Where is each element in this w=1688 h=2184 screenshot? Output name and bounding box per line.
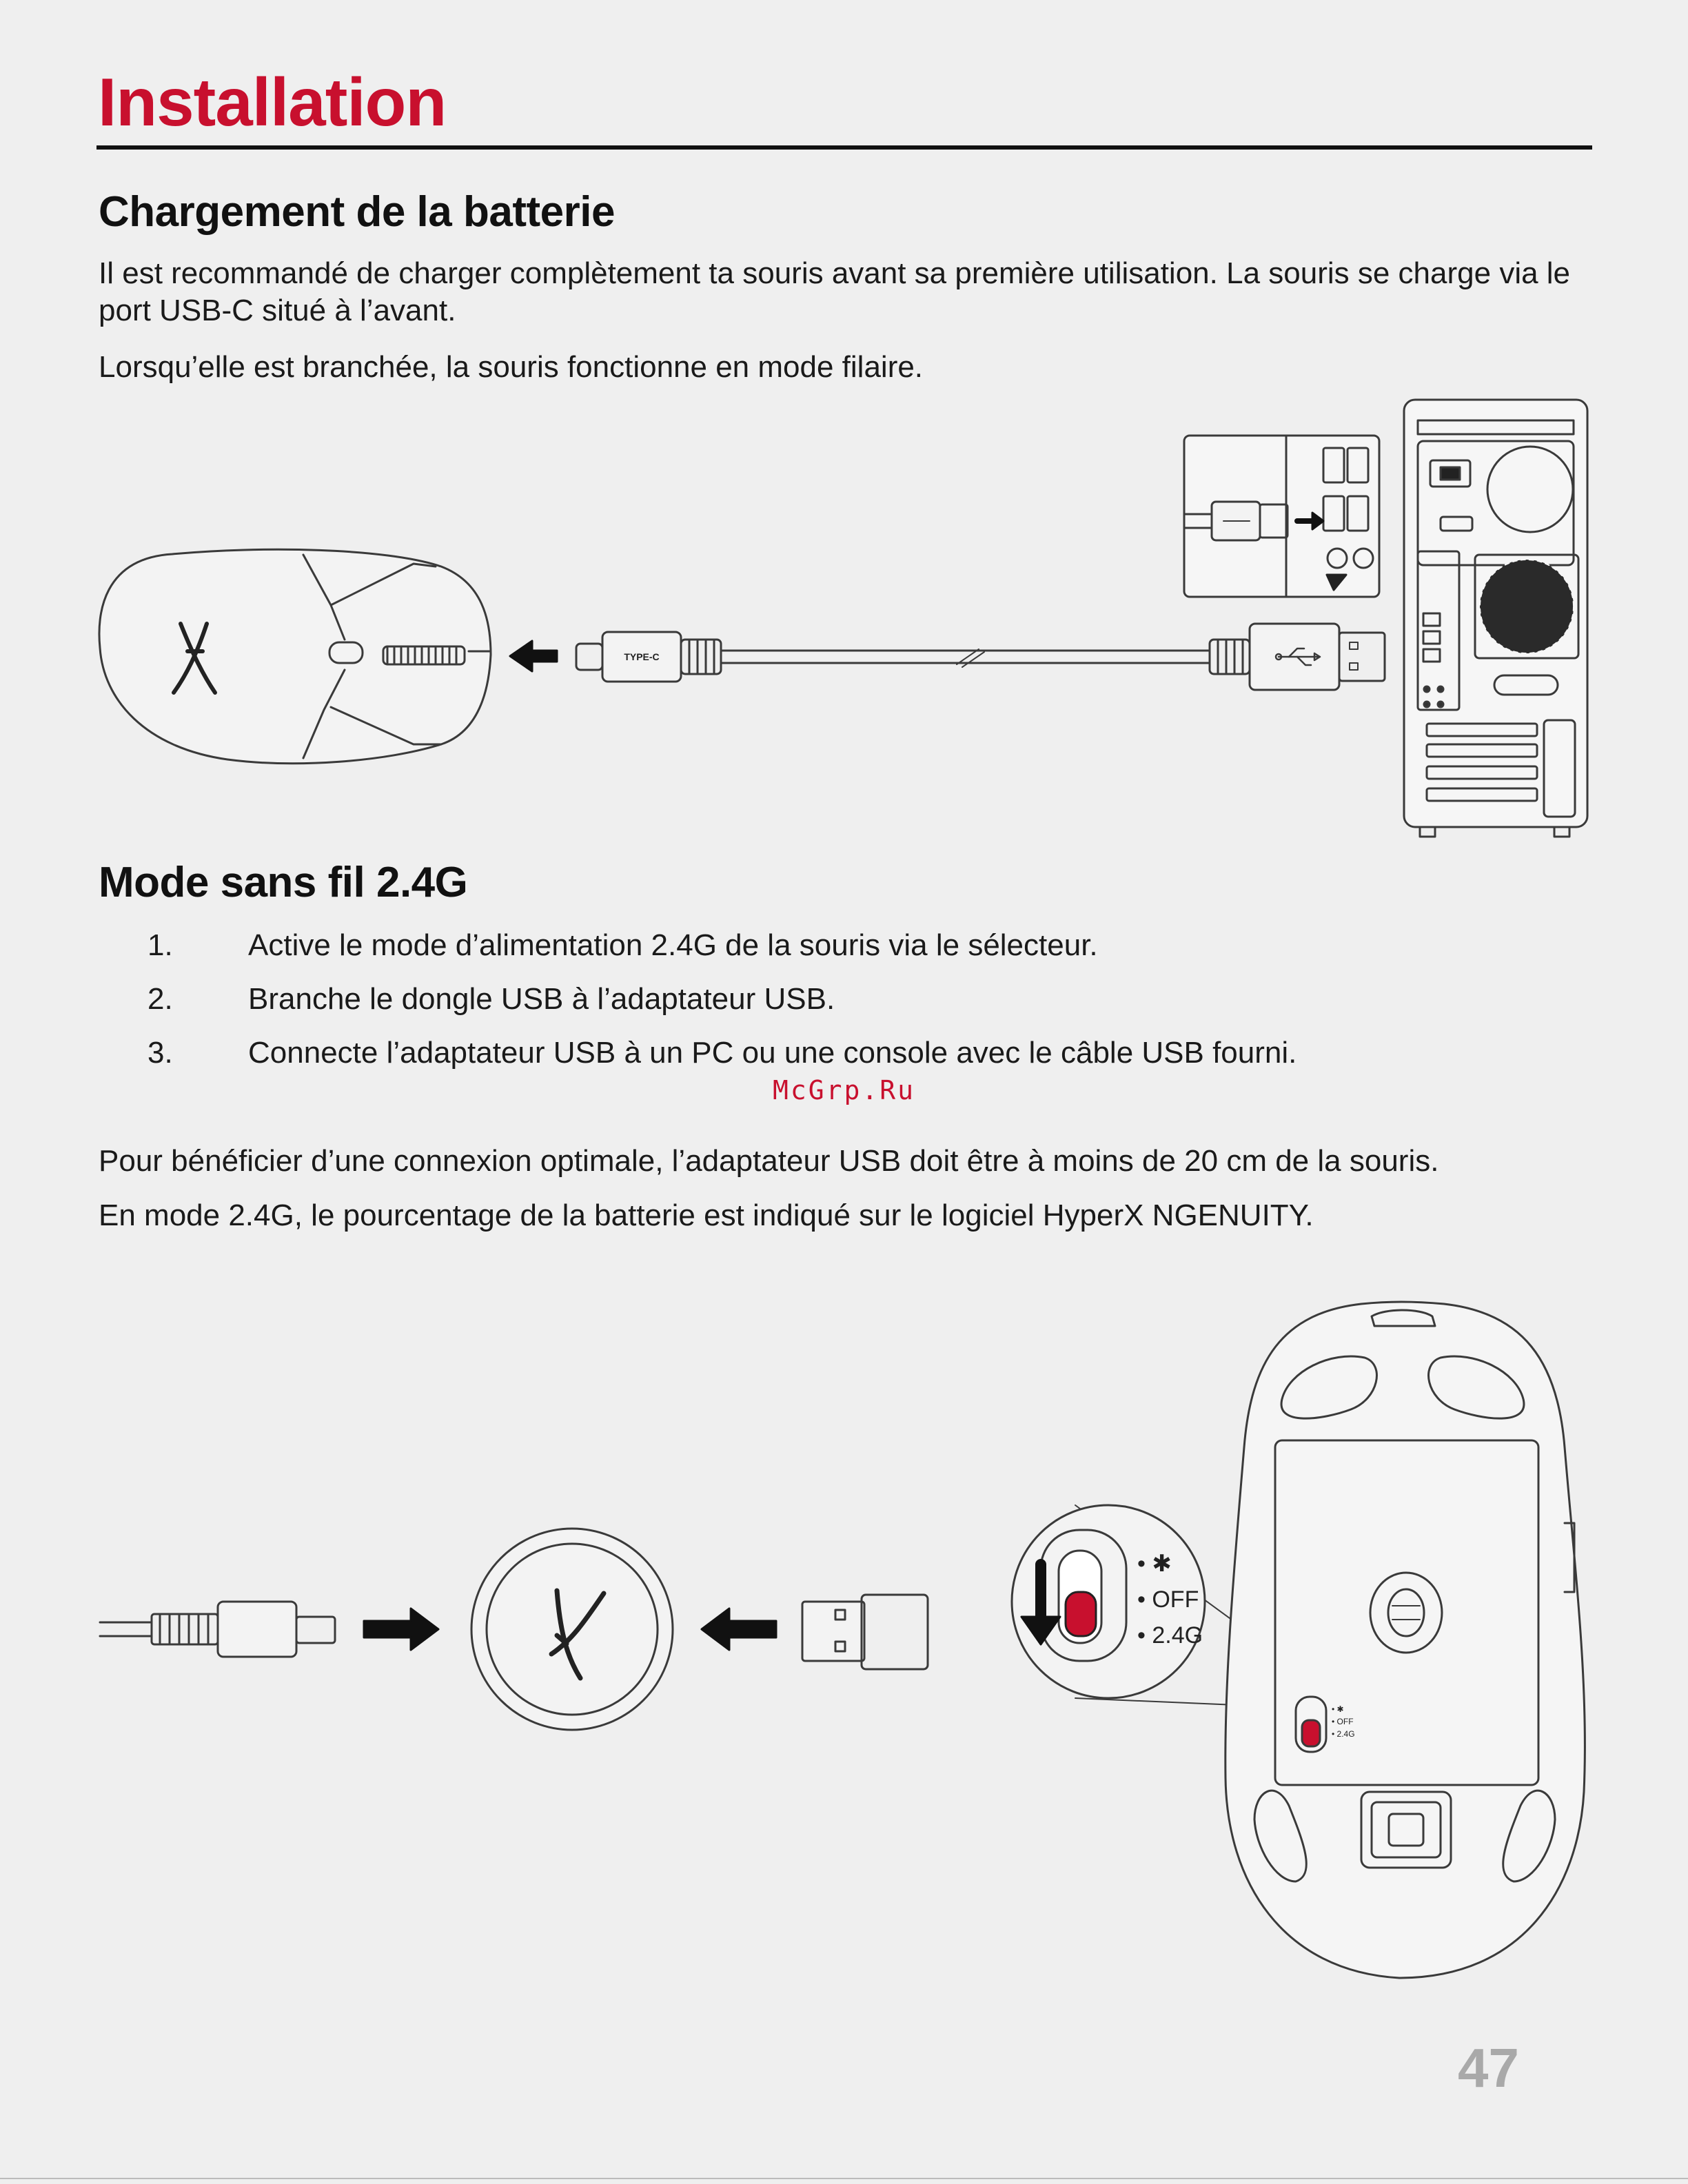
- usb-a-plug: [1210, 624, 1385, 690]
- usb-adapter: [471, 1529, 673, 1730]
- step-text: Connecte l’adaptateur USB à un PC ou une console avec le câble USB fourni.: [248, 1036, 1297, 1070]
- type-c-plug: [576, 632, 721, 682]
- battery-note: En mode 2.4G, le pourcentage de la batterie est indiqué sur le logiciel HyperX NGENUITY.: [99, 1198, 1314, 1232]
- wireless-steps: [148, 927, 1526, 1092]
- arrow-right-icon: [364, 1609, 438, 1650]
- charging-heading: Chargement de la batterie: [99, 188, 615, 236]
- watermark: McGrp.Ru: [772, 1075, 916, 1105]
- mouse-top-view: [99, 549, 491, 763]
- step-text: Branche le dongle USB à l’adaptateur USB.: [248, 982, 835, 1016]
- usb-port-inset: [1184, 436, 1379, 597]
- usb-c-cable: [100, 1602, 335, 1657]
- step-number: 3.: [148, 1036, 173, 1070]
- charging-paragraph-1: Il est recommandé de charger complètement ta souris avant sa première utilisation. La souris se charge via le port USB-C situé à l’avant.: [99, 256, 1571, 327]
- footer-divider: [0, 2178, 1688, 2179]
- charging-illustration: [0, 386, 1688, 855]
- usb-dongle: [802, 1595, 928, 1669]
- switch-label-2.4g: • 2.4G: [1137, 1622, 1203, 1649]
- type-c-label: TYPE-C: [624, 651, 660, 662]
- mouse-bottom-view: [1226, 1302, 1585, 1978]
- usb-cable: [721, 649, 1210, 667]
- wireless-heading: Mode sans fil 2.4G: [99, 859, 468, 906]
- switch-label-off: • OFF: [1137, 1586, 1199, 1613]
- wireless-illustration: [0, 1296, 1688, 1999]
- title-divider: [96, 145, 1592, 150]
- arrow-left-icon: [510, 641, 557, 671]
- page-title: Installation: [98, 64, 447, 140]
- mini-switch-label-off: • OFF: [1332, 1717, 1354, 1726]
- arrow-left-icon: [702, 1609, 776, 1650]
- pc-tower: [1404, 400, 1587, 837]
- charging-paragraph-2: Lorsqu’elle est branchée, la souris fonctionne en mode filaire.: [99, 350, 924, 384]
- page-number: 47: [1458, 2037, 1519, 2099]
- step-number: 2.: [148, 982, 173, 1016]
- mini-switch-label-2.4g: • 2.4G: [1332, 1729, 1355, 1739]
- step-number: 1.: [148, 928, 173, 962]
- step-text: Active le mode d’alimentation 2.4G de la souris via le sélecteur.: [248, 928, 1098, 962]
- switch-label-bluetooth: • ✱: [1137, 1551, 1172, 1577]
- range-note: Pour bénéficier d’une connexion optimale, l’adaptateur USB doit être à moins de 20 cm de la souris.: [99, 1144, 1439, 1178]
- mini-switch-label-bluetooth: • ✱: [1332, 1704, 1344, 1714]
